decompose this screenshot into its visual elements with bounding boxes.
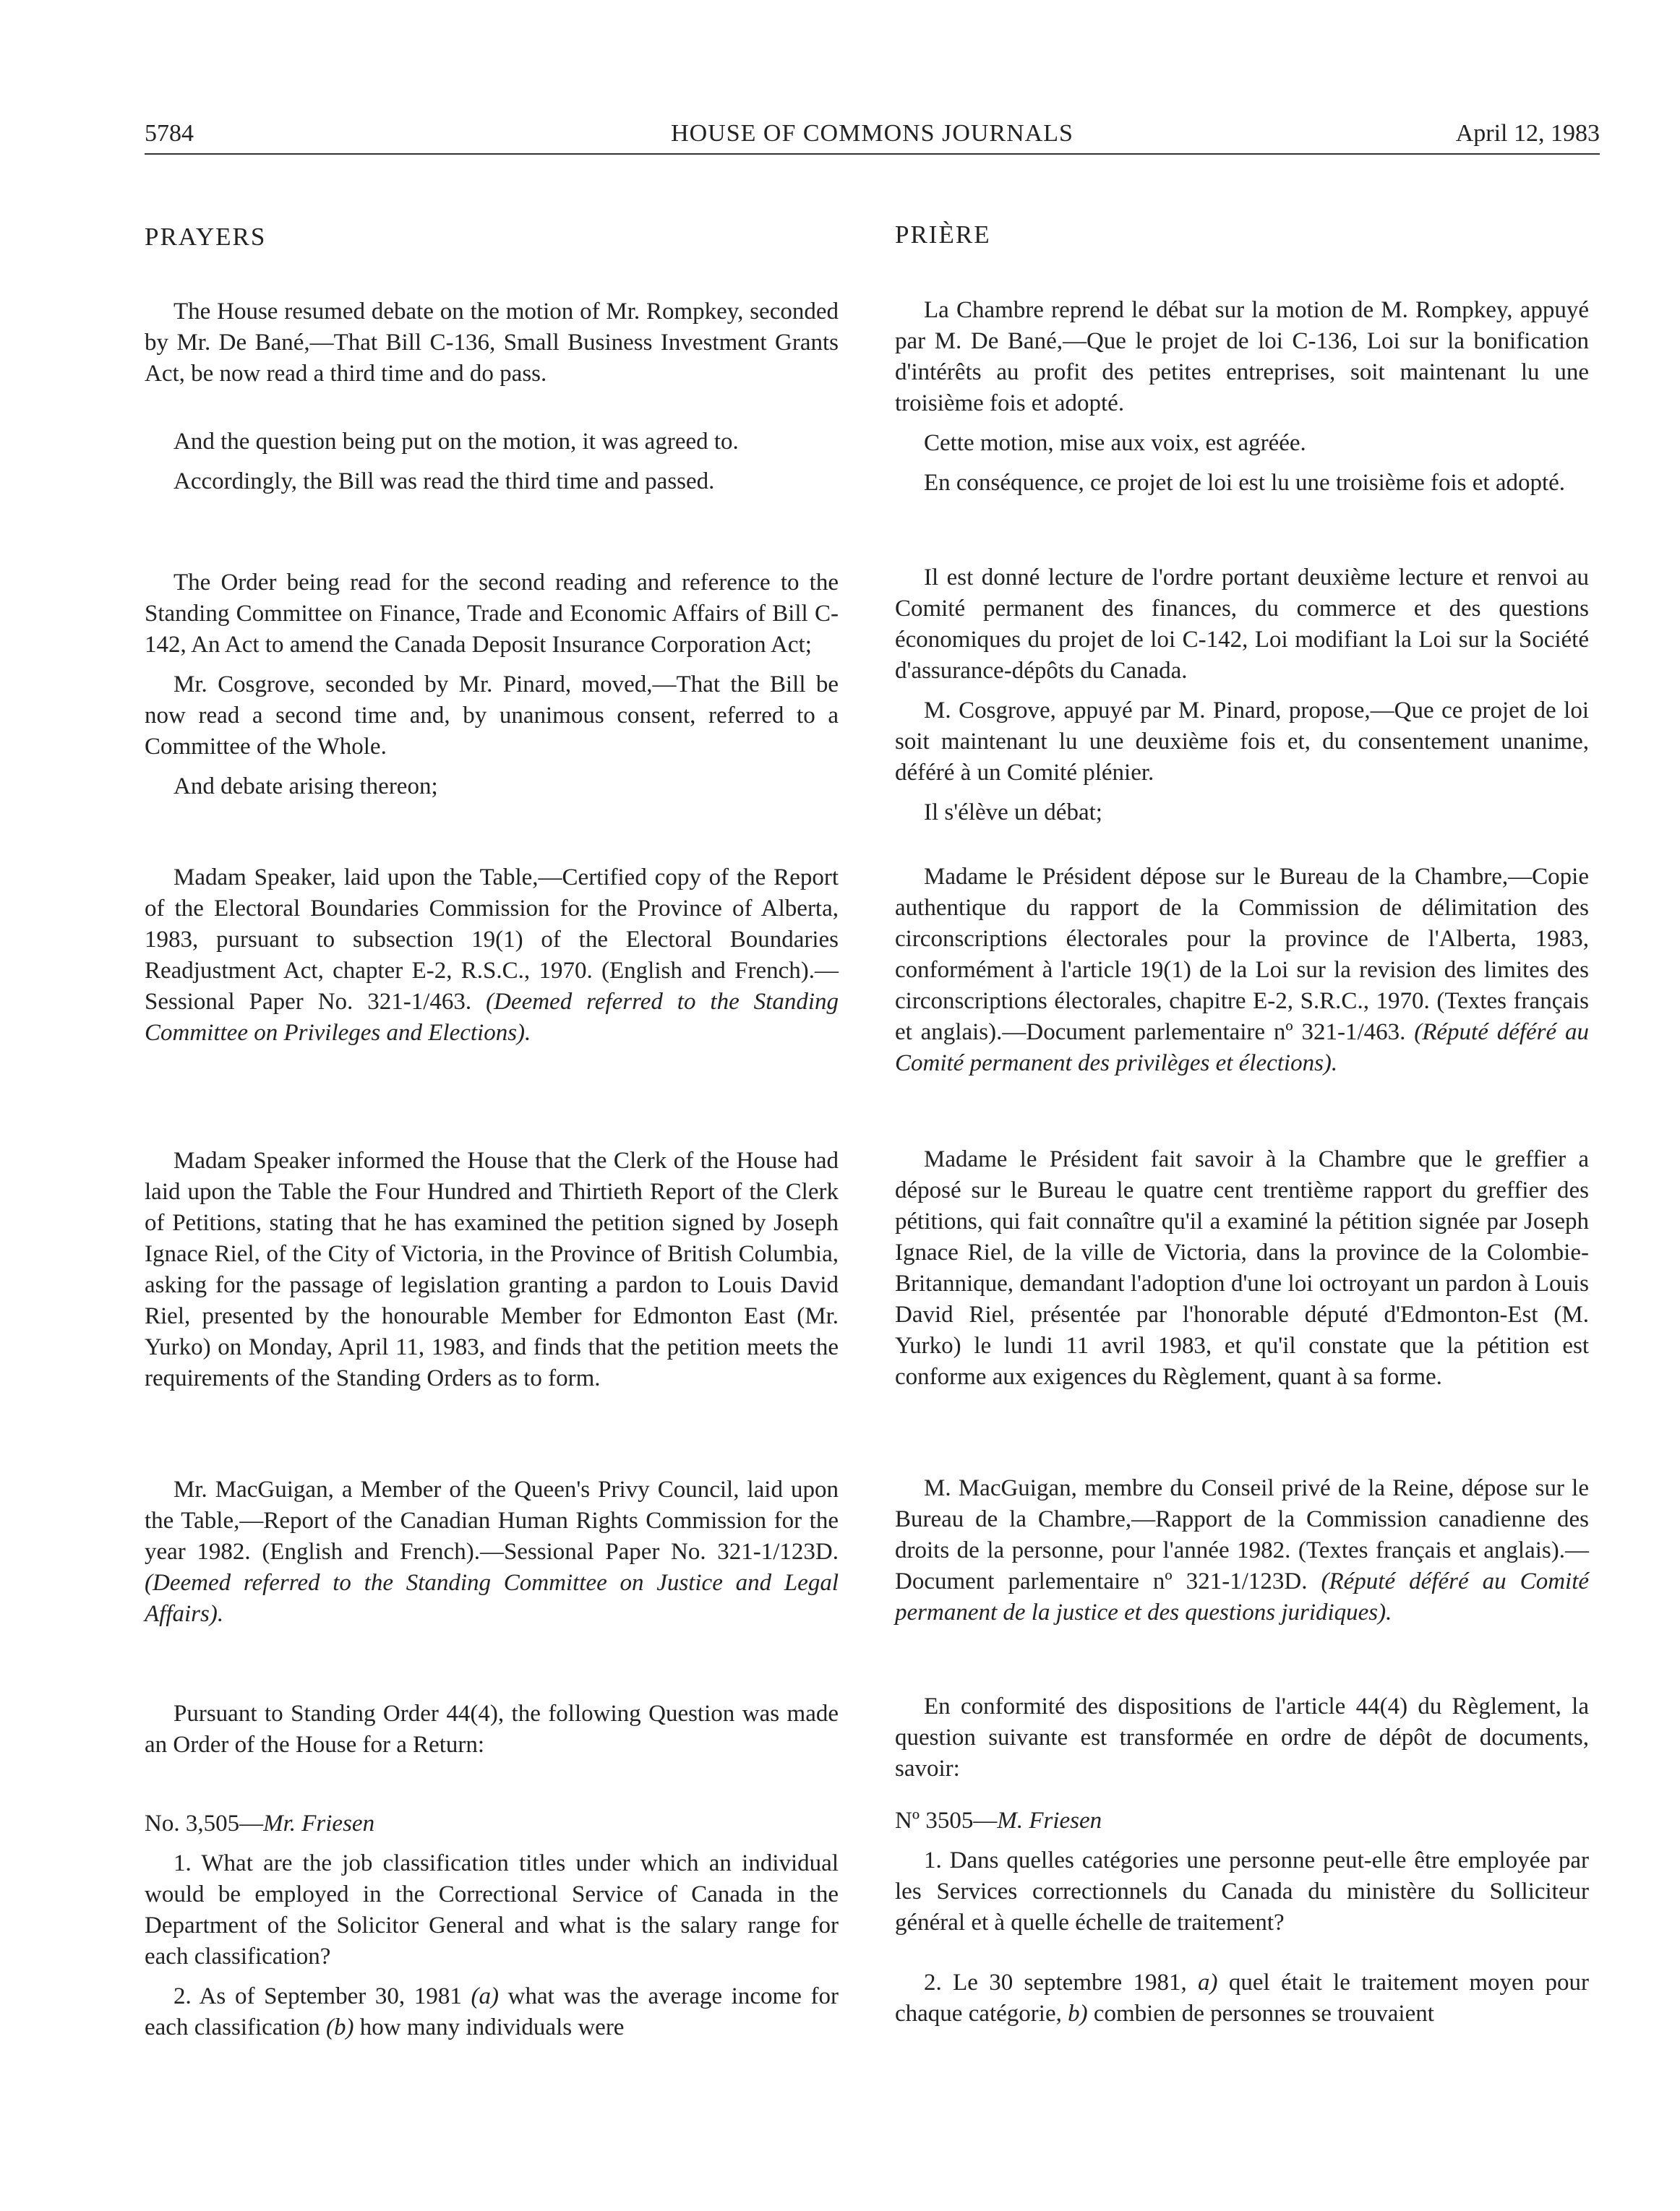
paragraph: Mr. Cosgrove, seconded by Mr. Pinard, moved,—That the Bill be now read a second time and, by unanimous consent, referred to a Committee of the Whole.: [145, 671, 839, 760]
bill-c142-entry: [895, 562, 1589, 828]
paragraph: Madam Speaker informed the House that the Clerk of the House had laid upon the Table the Four Hundred and Thirtieth Report of the Clerk of Petitions, stating that he has examined the petition signed by Joseph Ignace Riel, of the City of Victoria, in the Province of British Columbia, asking for the passage of legislation granting a pardon to Louis David Riel, presented by the honourable Member for Edmonton East (Mr. Yurko) on Monday, April 11, 1983, and finds that the petition meets the requirements of the Standing Orders as to form.: [145, 1148, 839, 1391]
paragraph: Il est donné lecture de l'ordre portant deuxième lecture et renvoi au Comité permanent des finances, du commerce et des questions économiques du projet de loi C-142, Loi modifiant la Loi sur la Société d'assurance-dépôts du Canada.: [895, 564, 1589, 684]
bill-c136-entry: [895, 295, 1589, 499]
paragraph-text: Madame le Président dépose sur le Bureau de la Chambre,—Copie authentique du rapport de la Commission de délimitation des circonscriptions électorales pour la province de l'Alberta, 1983, conformément à l'article 19(1) de la Loi sur la revision des limites des circonscriptions électorales, chapitre E-2, S.R.C., 1970. (Textes français et anglais).—Document parlementaire nº 321-1/463.: [895, 864, 1589, 1045]
bill-c136-result: [145, 426, 839, 497]
paragraph-text: M. MacGuigan, membre du Conseil privé de la Reine, dépose sur le Bureau de la Chambre,—Rapport de la Commission canadienne des droits de la personne, pour l'année 1982. (Textes français et anglais).—Document parlementaire nº 321-1/123D.: [895, 1475, 1589, 1594]
question-number: Nº 3505—M. Friesen: [895, 1808, 1102, 1834]
question-part-2: 2. As of September 30, 1981 (a) what was the average income for each classification (b) how many individuals were: [145, 1983, 839, 2040]
standing-order-entry: [145, 1699, 839, 1761]
electoral-report-entry: [895, 862, 1589, 1079]
paragraph: [895, 1473, 1589, 1628]
question-part-2: 2. Le 30 septembre 1981, a) quel était le traitement moyen pour chaque catégorie, b) combien de personnes se trouvaient: [895, 1970, 1589, 2027]
paragraph: M. Cosgrove, appuyé par M. Pinard, propose,—Que ce projet de loi soit maintenant lu une deuxième fois et, du consentement unanime, déféré à un Comité plénier.: [895, 697, 1589, 786]
paragraph: Cette motion, mise aux voix, est agréée.: [924, 430, 1306, 456]
standing-order-entry: [895, 1691, 1589, 1785]
petition-entry: [145, 1146, 839, 1394]
referral-note: (Réputé déféré au Comité permanent de la justice et des questions juridiques).: [895, 1568, 1590, 1626]
human-rights-report-entry: [145, 1474, 839, 1630]
human-rights-report-entry: [895, 1473, 1589, 1628]
paragraph: [895, 862, 1589, 1079]
question-member: Mr. Friesen: [263, 1811, 375, 1837]
paragraph: Accordingly, the Bill was read the third time and passed.: [173, 468, 715, 494]
question-part-1: 1. What are the job classification titles under which an individual would be employed in the Correctional Service of Canada in the Department of the Solicitor General and what is the salary range for each classification?: [145, 1850, 839, 1970]
running-header: [145, 120, 1600, 155]
bill-c136-entry: [145, 296, 839, 390]
paragraph: The House resumed debate on the motion of Mr. Rompkey, seconded by Mr. De Bané,—That Bill C-136, Small Business Investment Grants Act, be now read a third time and do pass.: [145, 299, 839, 387]
bill-c142-entry: [145, 567, 839, 802]
paragraph: And the question being put on the motion, it was agreed to.: [173, 429, 739, 455]
referral-note: (Deemed referred to the Standing Committee on Privileges and Elections).: [145, 989, 839, 1046]
paragraph: Madame le Président fait savoir à la Chambre que le greffier a déposé sur le Bureau le quatre cent trentième rapport du greffier des pétitions, qui fait connaître qu'il a examiné la pétition signée par Joseph Ignace Riel, de la ville de Victoria, dans la province de la Colombie-Britannique, demandant l'adoption d'une loi octroyant un pardon à Louis David Riel, présentée par l'honorable député d'Edmonton-Est (M. Yurko) le lundi 11 avril 1983, et qu'il constate que la pétition est conforme aux exigences du Règlement, quant à sa forme.: [895, 1146, 1589, 1390]
electoral-report-entry: [145, 862, 839, 1049]
paragraph: En conformité des dispositions de l'article 44(4) du Règlement, la question suivante est transformée en ordre de dépôt de documents, savoir:: [895, 1693, 1589, 1782]
paragraph: [145, 862, 839, 1049]
question-member: M. Friesen: [997, 1808, 1102, 1834]
paragraph: La Chambre reprend le débat sur la motion de M. Rompkey, appuyé par M. De Bané,—Que le projet de loi C-136, Loi sur la bonification d'intérêts au profit des petites entreprises, soit maintenant lu une troisième fois et adopté.: [895, 297, 1589, 416]
page-number: 5784: [145, 120, 194, 147]
petition-entry: [895, 1144, 1589, 1393]
question-entry: [145, 1808, 839, 2043]
paragraph: The Order being read for the second reading and reference to the Standing Committee on Finance, Trade and Economic Affairs of Bill C-142, An Act to amend the Canada Deposit Insurance Corporation Act;: [145, 570, 839, 658]
paragraph-text: Mr. MacGuigan, a Member of the Queen's Privy Council, laid upon the Table,—Report of the Canadian Human Rights Commission for the year 1982. (English and French).—Sessional Paper No. 321-1/123D.: [145, 1477, 839, 1565]
paragraph: En conséquence, ce projet de loi est lu une troisième fois et adopté.: [924, 470, 1566, 496]
paragraph: [145, 1474, 839, 1630]
paragraph: And debate arising thereon;: [173, 773, 438, 799]
paragraph: Il s'élève un débat;: [924, 799, 1102, 825]
question-entry: [895, 1806, 1589, 2030]
question-number: No. 3,505—Mr. Friesen: [145, 1811, 375, 1837]
journal-title: HOUSE OF COMMONS JOURNALS: [671, 120, 1073, 147]
referral-note: (Réputé déféré au Comité permanent des privilèges et élections).: [895, 1019, 1589, 1076]
referral-note: (Deemed referred to the Standing Committee on Justice and Legal Affairs).: [145, 1570, 839, 1627]
section-heading: PRAYERS: [145, 223, 267, 251]
paragraph-text: Madam Speaker, laid upon the Table,—Certified copy of the Report of the Electoral Boundaries Commission for the Province of Alberta, 1983, pursuant to subsection 19(1) of the Electoral Boundaries Readjustment Act, chapter E-2, R.S.C., 1970. (English and French).—Sessional Paper No. 321-1/463.: [145, 864, 839, 1015]
paragraph: Pursuant to Standing Order 44(4), the following Question was made an Order of the House for a Return:: [145, 1701, 839, 1758]
section-heading: PRIÈRE: [895, 220, 991, 249]
journal-date: April 12, 1983: [1455, 120, 1600, 147]
question-part-1: 1. Dans quelles catégories une personne peut-elle être employée par les Services correctionnels du Canada du ministère du Solliciteur général et à quelle échelle de traitement?: [895, 1847, 1589, 1936]
